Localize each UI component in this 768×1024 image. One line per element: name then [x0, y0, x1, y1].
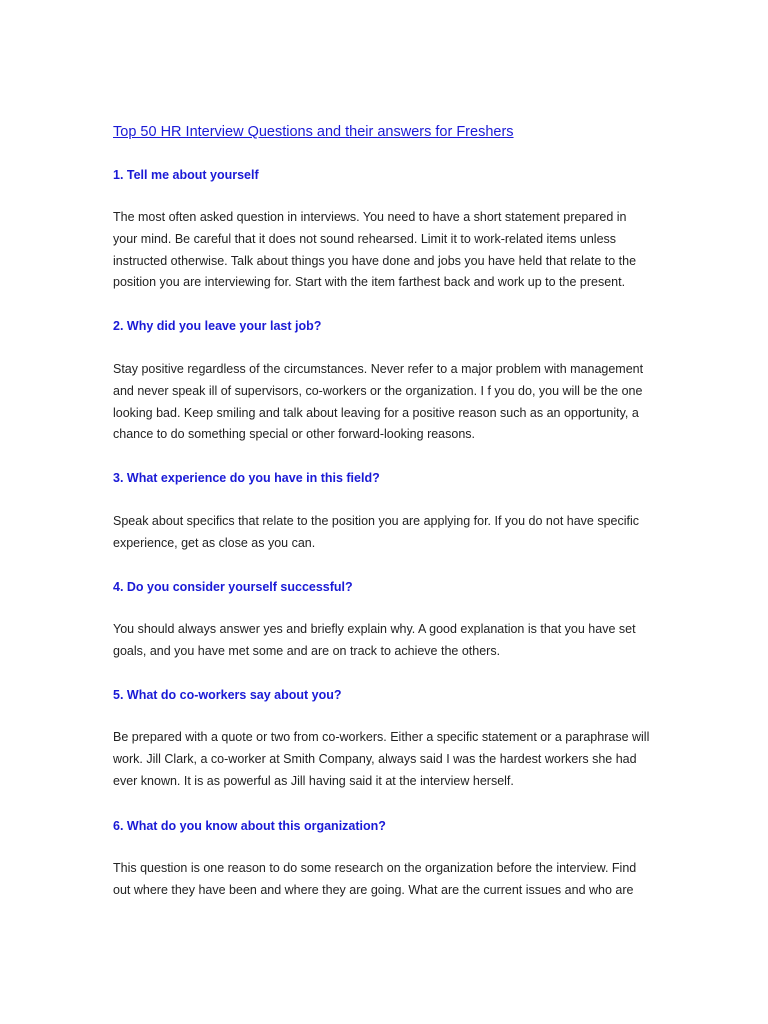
answer-line: instructed otherwise. Talk about things you have done and jobs you have held that relate to the: [113, 253, 637, 268]
answer-line: This question is one reason to do some research on the organization before the interview. Find: [113, 861, 637, 875]
question-heading: 4. Do you consider yourself successful?: [113, 580, 353, 594]
answer-line: The most often asked question in interviews. You need to have a short statement prepared in: [113, 210, 627, 224]
answer-paragraph: [113, 511, 658, 555]
question-heading: 6. What do you know about this organization?: [113, 819, 386, 833]
answer-line: chance to do something special or other forward-looking reasons.: [113, 427, 476, 442]
answer-line: goals, and you have met some and are on track to achieve the others.: [113, 643, 501, 658]
answer-paragraph: [113, 207, 658, 294]
answer-paragraph: [113, 619, 658, 663]
answer-line: and never speak ill of supervisors, co-workers or the organization. I f you do, you will be the one: [113, 383, 643, 398]
answer-line: work. Jill Clark, a co-worker at Smith Company, always said I was the hardest workers she had: [113, 751, 637, 766]
question-heading: 1. Tell me about yourself: [113, 168, 259, 182]
question-heading: 2. Why did you leave your last job?: [113, 319, 322, 333]
answer-line: Speak about specifics that relate to the position you are applying for. If you do not have specific: [113, 514, 640, 528]
answer-line: your mind. Be careful that it does not sound rehearsed. Limit it to work-related items unless: [113, 231, 617, 246]
answer-line: You should always answer yes and briefly explain why. A good explanation is that you have set: [113, 622, 636, 636]
answer-paragraph: [113, 727, 658, 792]
answer-line: ever known. It is as powerful as Jill having said it at the interview herself.: [113, 773, 514, 788]
answer-line: experience, get as close as you can.: [113, 535, 316, 550]
answer-line: Be prepared with a quote or two from co-workers. Either a specific statement or a paraphrase will: [113, 730, 650, 744]
question-heading: 3. What experience do you have in this field?: [113, 471, 380, 485]
answer-line: out where they have been and where they are going. What are the current issues and who are: [113, 882, 634, 897]
document-title: Top 50 HR Interview Questions and their answers for Freshers: [113, 124, 514, 140]
answer-line: Stay positive regardless of the circumstances. Never refer to a major problem with management: [113, 362, 644, 376]
answer-paragraph: [113, 858, 658, 902]
answer-paragraph: [113, 359, 658, 446]
question-heading: 5. What do co-workers say about you?: [113, 688, 342, 702]
answer-line: position you are interviewing for. Start with the item farthest back and work up to the present.: [113, 275, 626, 290]
answer-line: looking bad. Keep smiling and talk about leaving for a positive reason such as an opportunity, a: [113, 405, 639, 420]
